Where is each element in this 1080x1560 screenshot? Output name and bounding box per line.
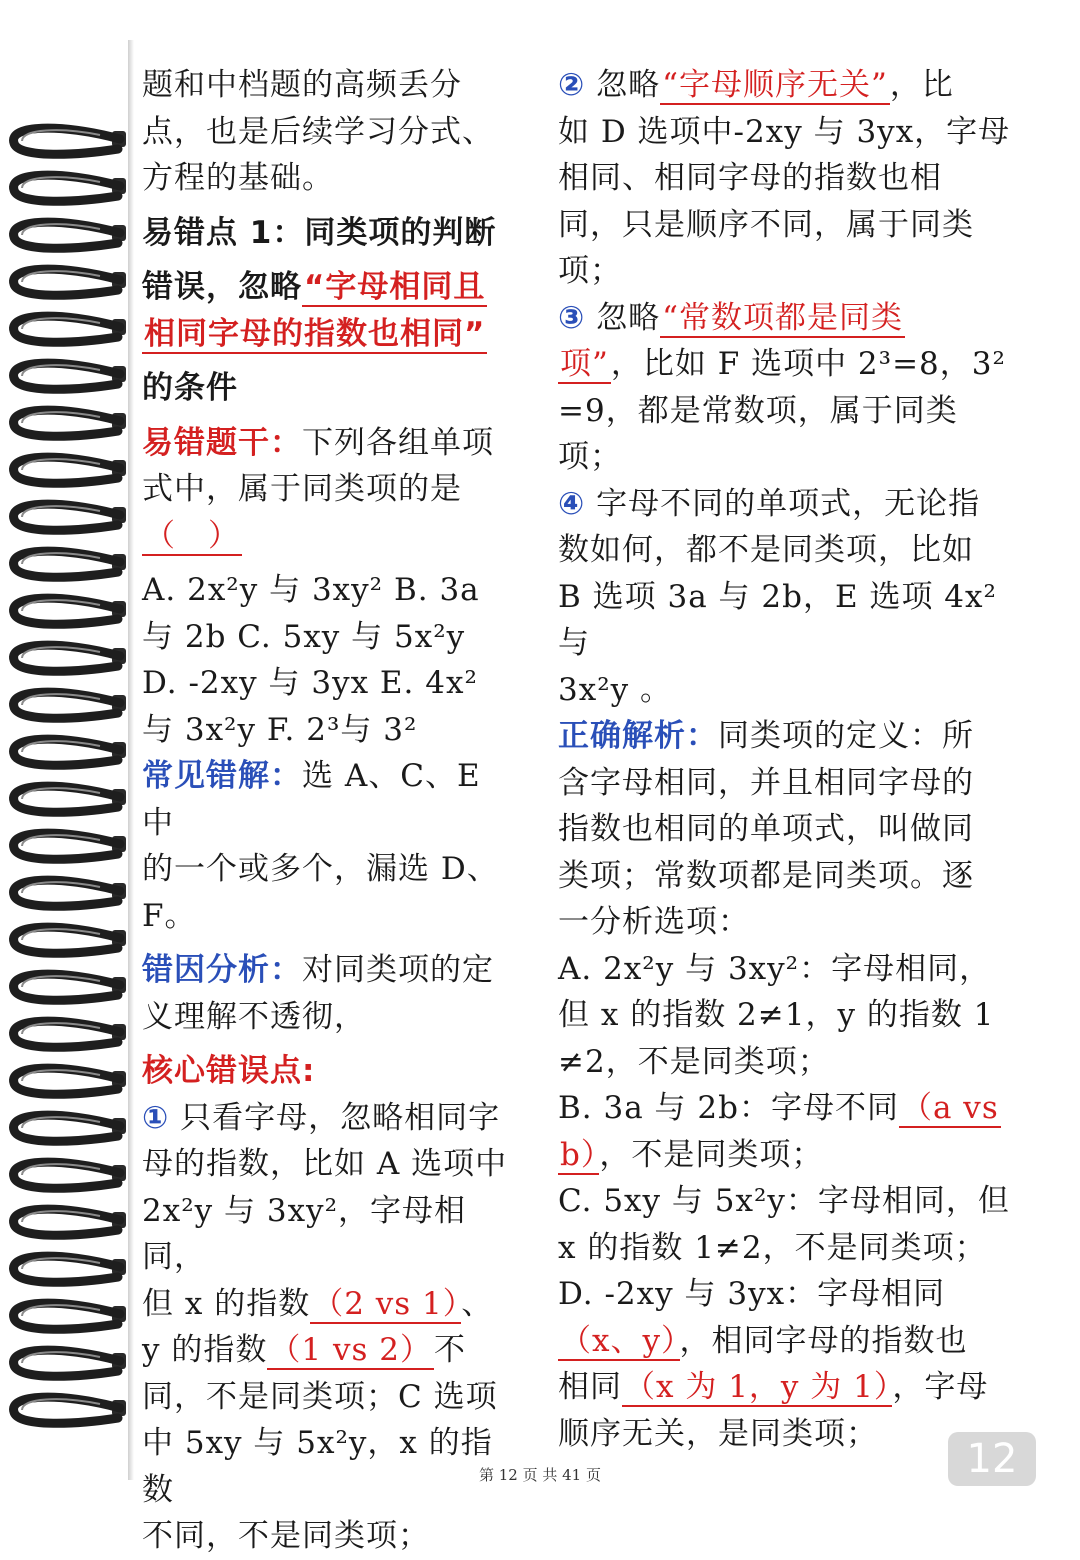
page-footer: 第 12 页 共 41 页 <box>478 1466 601 1484</box>
letters-compare-1: （a vs <box>900 1090 999 1126</box>
correct-analysis-line-4: 类项；常数项都是同类项。逐 <box>558 857 974 894</box>
core-point-4-line-4: 3x²y 。 <box>558 671 673 708</box>
cause-line-2: 义理解不透彻， <box>142 998 366 1035</box>
text: ，相同字母的指数也 <box>679 1322 968 1359</box>
core-point-1-line-3: 2x²y 与 3xy²，字母相同， <box>142 1192 467 1275</box>
text: B. 3a 与 2b：字母不同 <box>558 1090 899 1126</box>
analysis-b-line-1 <box>558 1085 1018 1132</box>
left-column <box>142 62 522 1560</box>
core-point-1-line-8: 不同，不是同类项； <box>142 1518 430 1554</box>
text: ，不是同类项； <box>599 1136 824 1173</box>
text: 同类项的定义：所 <box>718 718 974 754</box>
analysis-d-line-3 <box>558 1364 1018 1411</box>
binding-ring <box>14 1303 120 1329</box>
exponent-compare-y: （1 vs 2） <box>269 1332 432 1368</box>
binding-ring <box>14 786 120 812</box>
analysis-d-line-2 <box>558 1318 1018 1365</box>
stem-line-2: 式中，属于同类项的是 <box>142 471 462 507</box>
core-point-1-line-6: 同，不是同类项；C 选项 <box>142 1378 498 1415</box>
binding-ring <box>14 316 120 342</box>
common-error-line-1 <box>142 753 522 846</box>
correct-analysis-line-1 <box>558 713 1018 760</box>
intro-line-2: 点，也是后续学习分式、 <box>142 113 494 150</box>
option-line-4: 与 3x²y F. 2³与 3² <box>142 711 418 748</box>
core-point-1-line-5 <box>142 1327 522 1374</box>
analysis-b-line-2 <box>558 1132 1018 1179</box>
binding-ring <box>14 410 120 436</box>
option-line-3: D. -2xy 与 3yx E. 4x² <box>142 665 478 701</box>
analysis-a-line-1: A. 2x²y 与 3xy²：字母相同， <box>558 950 992 987</box>
stem-line-1 <box>142 420 522 467</box>
common-error-line-2: 的一个或多个，漏选 D、 <box>142 851 499 887</box>
stem-label: 易错题干： <box>142 424 302 461</box>
correct-analysis-line-2: 含字母相同，并且相同字母的 <box>558 764 974 801</box>
core-point-1-line-4 <box>142 1281 522 1328</box>
core-point-2-line-3: 相同、相同字母的指数也相 <box>558 160 942 196</box>
core-point-3-line-4: 项； <box>558 439 622 475</box>
cause-label: 错因分析： <box>142 952 302 988</box>
binding-ring <box>14 551 120 577</box>
core-error-label: 核心错误点: <box>142 1053 316 1089</box>
correct-analysis-label: 正确解析： <box>558 718 718 754</box>
binding-ring <box>14 645 120 671</box>
core-point-3-line-3: =9，都是常数项，属于同类 <box>558 392 958 429</box>
binding-ring <box>14 457 120 483</box>
core-point-2-line-1 <box>558 62 1018 109</box>
binding-ring <box>14 222 120 248</box>
common-error-text-1: 选 A、C、E 中 <box>142 758 481 841</box>
correct-analysis-line-5: 一分析选项： <box>558 904 750 940</box>
intro-line-3: 方程的基础。 <box>142 160 334 196</box>
letters-compare-2: b） <box>560 1136 598 1173</box>
text: ，字母 <box>892 1369 989 1405</box>
binding-ring <box>14 833 120 859</box>
binding-ring <box>14 1350 120 1376</box>
exponent-highlight: （x 为 1，y 为 1） <box>624 1369 891 1405</box>
text: 不 <box>433 1332 466 1368</box>
number-2-icon: ② <box>558 67 586 103</box>
analysis-a-line-2: 但 x 的指数 2≠1，y 的指数 1 <box>558 997 995 1033</box>
stem-line-3 <box>142 513 522 560</box>
core-point-2-line-2: 如 D 选项中-2xy 与 3yx，字母 <box>558 113 1011 150</box>
core-point-1-line-7: 中 5xy 与 5x²y，x 的指数 <box>142 1425 493 1508</box>
binding-ring <box>14 927 120 953</box>
binding-ring <box>14 175 120 201</box>
text: y 的指数 <box>142 1332 268 1368</box>
core-point-1-text: 只看字母，忽略相同字 <box>169 1099 501 1136</box>
binding-ring <box>14 692 120 718</box>
binding-ring <box>14 1256 120 1282</box>
core-point-3-line-2 <box>558 341 1018 388</box>
page-number-badge: 12 <box>948 1432 1036 1486</box>
text: ，比如 F 选项中 2³=8，3² <box>610 346 1006 382</box>
binding-ring <box>14 1115 120 1141</box>
core-point-1-line-1 <box>142 1095 522 1142</box>
binding-ring <box>14 974 120 1000</box>
option-line-1: A. 2x²y 与 3xy² B. 3a <box>142 572 480 608</box>
binding-ring <box>14 1209 120 1235</box>
binding-ring <box>14 739 120 765</box>
binding-ring <box>14 269 120 295</box>
core-point-2-line-4: 同，只是顺序不同，属于同类 <box>558 206 974 243</box>
core-point-4-line-3: B 选项 3a 与 2b，E 选项 4x²与 <box>558 578 997 661</box>
analysis-a-line-3: ≠2，不是同类项； <box>558 1043 830 1080</box>
correct-analysis-line-3: 指数也相同的单项式，叫做同 <box>558 811 974 847</box>
analysis-d-line-1: D. -2xy 与 3yx：字母相同 <box>558 1276 946 1312</box>
text: 字母不同的单项式，无论指 <box>585 485 981 522</box>
binding-ring <box>14 504 120 530</box>
constant-term-highlight-1: “常数项都是同类 <box>662 299 903 336</box>
text: 相同 <box>558 1369 622 1405</box>
cause-text-1: 对同类项的定 <box>302 952 494 988</box>
letters-highlight: （x、y） <box>560 1322 678 1359</box>
error-point-title-line-3 <box>142 311 522 358</box>
order-irrelevant-highlight: “字母顺序无关” <box>662 67 888 103</box>
exponent-compare-x: （2 vs 1） <box>312 1285 460 1322</box>
core-point-4-line-1 <box>558 481 1018 528</box>
common-error-line-3: F。 <box>142 897 197 934</box>
text: 忽略 <box>585 299 661 336</box>
core-point-3-line-1 <box>558 295 1018 342</box>
error-point-title-text: 错误，忽略 <box>142 269 302 305</box>
number-3-icon: ③ <box>558 299 586 336</box>
intro-line-1: 题和中档题的高频丢分 <box>142 67 462 103</box>
binding-ring <box>14 1068 120 1094</box>
core-point-2-line-5: 项； <box>558 253 622 289</box>
stem-text-1: 下列各组单项 <box>302 424 494 461</box>
common-error-label: 常见错解： <box>142 758 302 794</box>
binding-ring <box>14 880 120 906</box>
analysis-c-line-1: C. 5xy 与 5x²y：字母相同，但 <box>558 1183 1010 1219</box>
error-point-title-line-2 <box>142 264 522 311</box>
binding-ring <box>14 128 120 154</box>
text: 忽略 <box>585 67 661 103</box>
core-point-1-line-2: 母的指数，比如 A 选项中 <box>142 1146 508 1182</box>
answer-blank: （ ） <box>144 517 240 554</box>
text: ，比 <box>889 67 954 103</box>
binding-ring <box>14 598 120 624</box>
text: 、 <box>461 1285 494 1322</box>
text: 但 x 的指数 <box>142 1285 311 1322</box>
analysis-d-line-4: 顺序无关，是同类项； <box>558 1415 878 1452</box>
analysis-c-line-2: x 的指数 1≠2，不是同类项； <box>558 1229 987 1266</box>
option-line-2: 与 2b C. 5xy 与 5x²y <box>142 618 466 655</box>
binding-ring <box>14 363 120 389</box>
constant-term-highlight-2: 项” <box>560 346 609 382</box>
number-1-icon: ① <box>142 1099 170 1136</box>
number-4-icon: ④ <box>558 485 586 522</box>
binding-ring <box>14 1162 120 1188</box>
cause-line-1 <box>142 947 522 994</box>
core-point-4-line-2: 数如何，都不是同类项，比如 <box>558 532 974 568</box>
spiral-binding <box>0 50 140 1470</box>
right-column <box>558 62 1018 1457</box>
error-point-highlight-1: “字母相同且 <box>304 269 486 305</box>
error-point-highlight-2: 相同字母的指数也相同” <box>144 315 486 352</box>
binding-ring <box>14 1397 120 1423</box>
error-point-title-line-4: 的条件 <box>142 370 238 406</box>
error-point-title-line-1: 易错点 1：同类项的判断 <box>142 214 497 251</box>
binding-ring <box>14 1021 120 1047</box>
